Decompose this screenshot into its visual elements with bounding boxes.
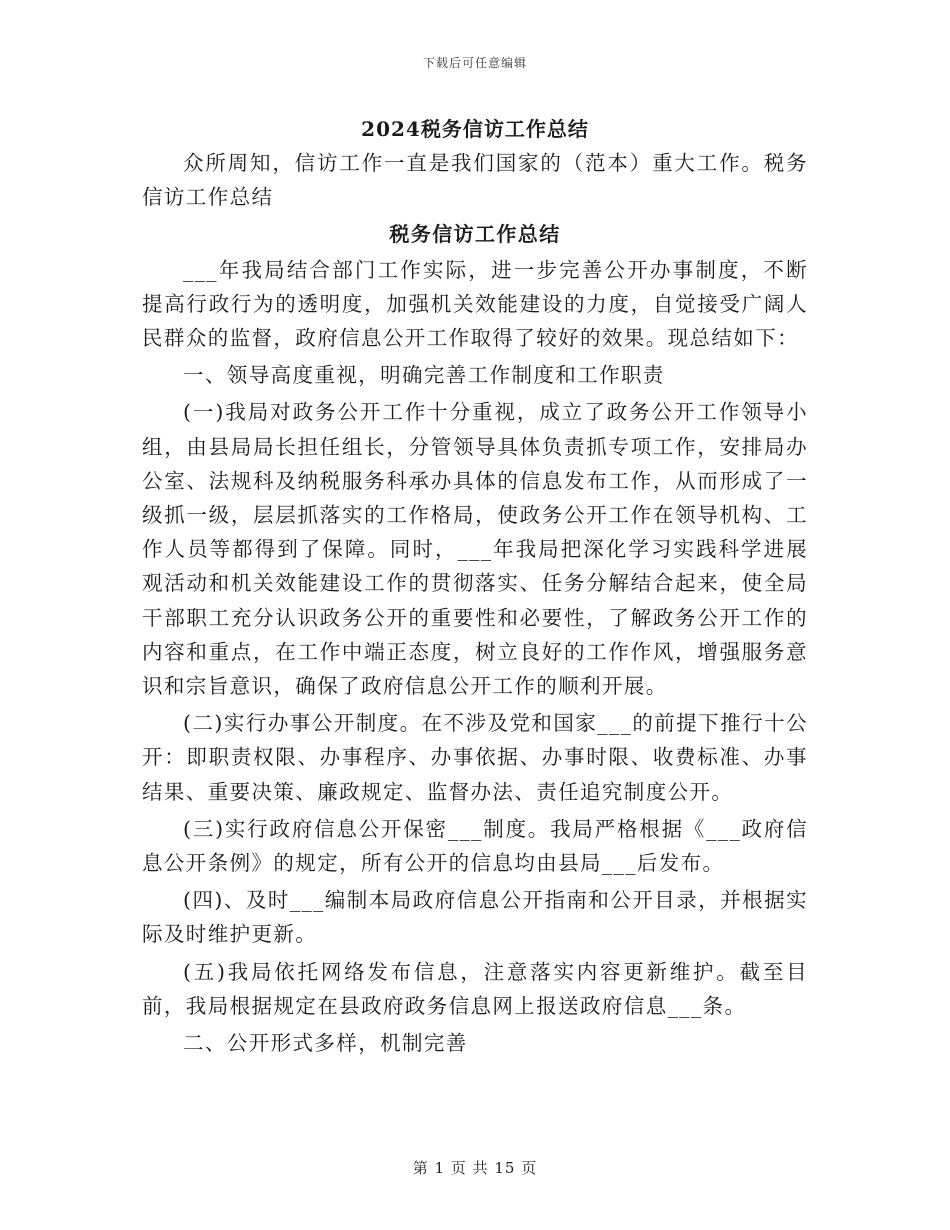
document-body xyxy=(142,146,808,1060)
body-paragraph: (二)实行办事公开制度。在不涉及党和国家___的前提下推行十公开：即职责权限、办事程序、办事依据、办事时限、收费标准、办事结果、重要决策、廉政规定、监督办法、责任追究制度公开。 xyxy=(142,711,808,804)
body-paragraph: (五)我局依托网络发布信息，注意落实内容更新维护。截至目前，我局根据规定在县政府政务信息网上报送政府信息___条。 xyxy=(142,959,808,1018)
header-note: 下载后可任意编辑 xyxy=(422,56,527,70)
body-paragraph: (四)、及时___编制本局政府信息公开指南和公开目录，并根据实际及时维护更新。 xyxy=(142,888,808,947)
page-indicator: 第 1 页 共 15 页 xyxy=(412,1159,538,1177)
section-subtitle: 税务信访工作总结 xyxy=(389,222,561,247)
body-paragraph: ___年我局结合部门工作实际，进一步完善公开办事制度，不断提高行政行为的透明度，加强机关效能建设的力度，自觉接受广阔人民群众的监督，政府信息公开工作取得了较好的效果。现总结如下： xyxy=(142,257,808,351)
intro-paragraph: 众所周知，信访工作一直是我们国家的（范本）重大工作。税务信访工作总结 xyxy=(142,151,808,210)
body-paragraph: (一)我局对政务公开工作十分重视，成立了政务公开工作领导小组，由县局局长担任组长，分管领导具体负责抓专项工作，安排局办公室、法规科及纳税服务科承办具体的信息发布工作，从而形成了一级抓一级，层层抓落实的工作格局，使政务公开工作在领导机构、工作人员等都得到了保障。同时，___年我局把深化学习实践科学进展观活动和机关效能建设工作的贯彻落实、任务分解结合起来，使全局干部职工充分认识政务公开的重要性和必要性，了解政务公开工作的内容和重点，在工作中端正态度，树立良好的工作作风，增强服务意识和宗旨意识，确保了政府信息公开工作的顺利开展。 xyxy=(142,400,808,699)
section-heading: 二、公开形式多样，机制完善 xyxy=(183,1031,468,1056)
document-title: 2024税务信访工作总结 xyxy=(361,117,589,141)
body-paragraph: (三)实行政府信息公开保密___制度。我局严格根据《___政府信息公开条例》的规定，所有公开的信息均由县局___后发布。 xyxy=(142,816,808,876)
section-heading: 一、领导高度重视，明确完善工作制度和工作职责 xyxy=(183,363,665,388)
